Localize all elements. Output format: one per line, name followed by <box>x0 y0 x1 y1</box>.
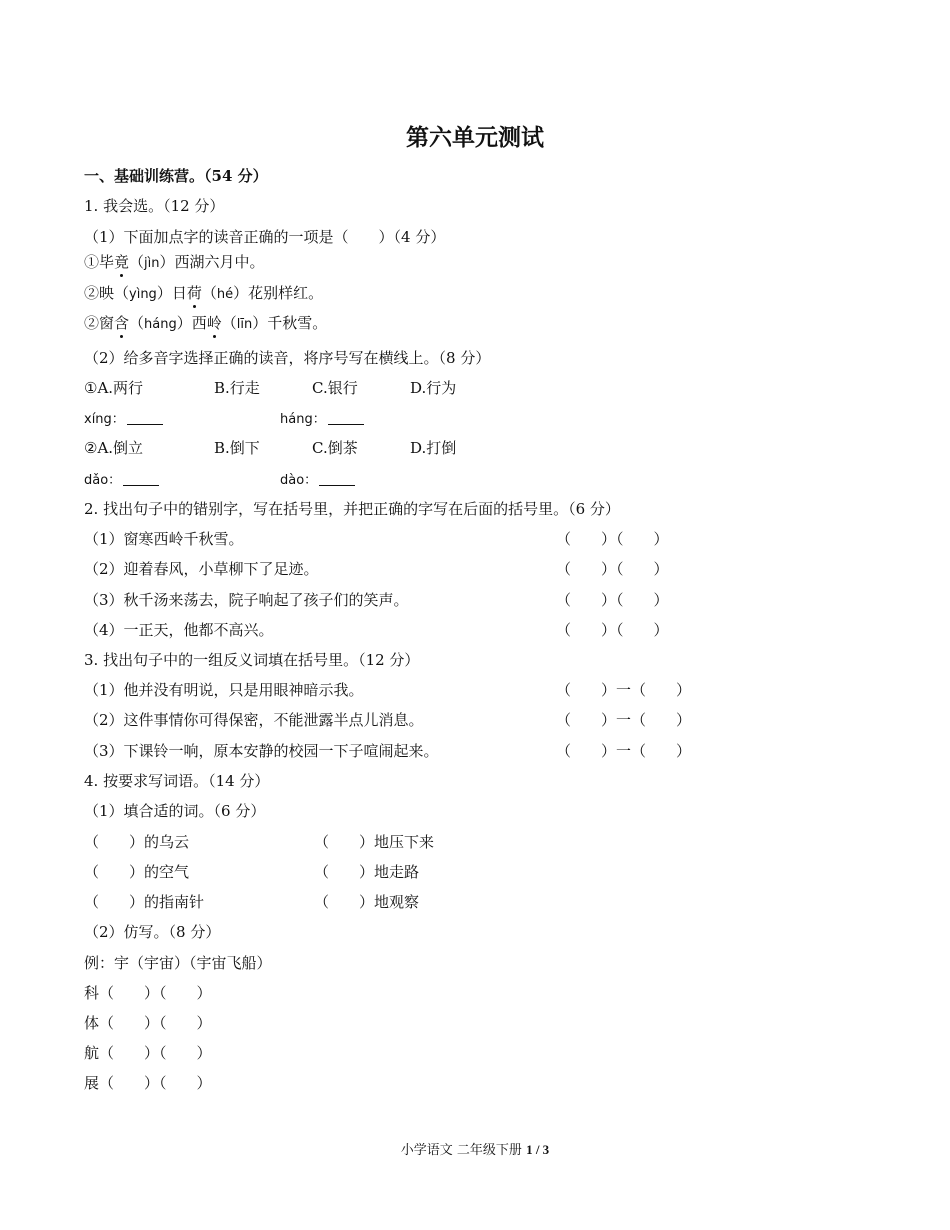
group-2-option-d: D.打倒 <box>410 439 457 457</box>
group-2-option-c: C.倒茶 <box>312 439 358 457</box>
group-2-option-b: B.倒下 <box>214 439 260 457</box>
dotted-char: 岭 <box>206 314 222 332</box>
answer-line-hang: háng： <box>280 410 364 430</box>
answer-brackets: （ ）（ ） <box>556 591 669 609</box>
question-3-heading: 3. 找出句子中的一组反义词填在括号里。（12 分） <box>84 651 420 669</box>
imitation-row: 展（ ）（ ） <box>84 1074 212 1092</box>
answer-brackets: （ ）（ ） <box>556 560 669 578</box>
group-1-option-d: D.行为 <box>410 379 457 397</box>
question-4-part-1-heading: （1）填合适的词。（6 分） <box>84 802 266 820</box>
answer-blank[interactable] <box>319 471 355 486</box>
dotted-char: 竟 <box>114 253 130 271</box>
question-3-item: （3）下课铃一响，原本安静的校园一下子喧闹起来。 <box>84 742 439 760</box>
option-3: ②窗含（háng）西岭（līn）千秋雪。 <box>84 314 328 332</box>
question-4-part-2-heading: （2）仿写。（8 分） <box>84 923 221 941</box>
page-footer: 小学语文 二年级下册 1 / 3 <box>400 1142 550 1158</box>
fill-word-item: （ ）地观察 <box>314 893 420 911</box>
answer-blank[interactable] <box>123 471 159 486</box>
question-1-heading: 1. 我会选。（12 分） <box>84 197 225 215</box>
answer-blank[interactable] <box>328 410 364 425</box>
option-1: ①毕竟（jìn）西湖六月中。 <box>84 253 265 271</box>
question-3-item: （2）这件事情你可得保密，不能泄露半点儿消息。 <box>84 711 424 729</box>
pinyin: háng <box>144 317 177 332</box>
question-2-item: （3）秋千汤来荡去，院子响起了孩子们的笑声。 <box>84 591 409 609</box>
answer-brackets: （ ）一（ ） <box>556 681 692 699</box>
section-heading: 一、基础训练营。（54 分） <box>84 167 268 185</box>
question-2-item: （4）一正天，他都不高兴。 <box>84 621 274 639</box>
fill-word-item: （ ）的空气 <box>84 863 190 881</box>
group-2-option-a: ②A.倒立 <box>84 439 144 457</box>
dotted-char: 含 <box>114 314 130 332</box>
answer-brackets: （ ）（ ） <box>556 530 669 548</box>
fill-word-item: （ ）地压下来 <box>314 833 435 851</box>
answer-blank[interactable] <box>127 410 163 425</box>
group-1-option-b: B.行走 <box>214 379 260 397</box>
imitation-row: 航（ ）（ ） <box>84 1044 212 1062</box>
pinyin: jìn <box>144 256 160 271</box>
dotted-char: 荷 <box>186 284 202 302</box>
question-2-item: （2）迎着春风，小草柳下了足迹。 <box>84 560 319 578</box>
question-1-part-1-heading: （1）下面加点字的读音正确的一项是（ ）（4 分） <box>84 228 446 246</box>
question-3-item: （1）他并没有明说，只是用眼神暗示我。 <box>84 681 364 699</box>
question-4-heading: 4. 按要求写词语。（14 分） <box>84 772 270 790</box>
answer-line-xing: xíng： <box>84 410 163 430</box>
imitation-example: 例：宇（宇宙）（宇宙飞船） <box>84 954 272 972</box>
answer-brackets: （ ）一（ ） <box>556 742 692 760</box>
question-2-item: （1）窗寒西岭千秋雪。 <box>84 530 244 548</box>
imitation-row: 体（ ）（ ） <box>84 1014 212 1032</box>
fill-word-item: （ ）的乌云 <box>84 833 190 851</box>
answer-brackets: （ ）（ ） <box>556 621 669 639</box>
fill-word-item: （ ）的指南针 <box>84 893 205 911</box>
pinyin: līn <box>236 317 253 332</box>
answer-line-dao3: dǎo： <box>84 471 159 491</box>
question-2-heading: 2. 找出句子中的错别字，写在括号里，并把正确的字写在后面的括号里。（6 分） <box>84 500 620 518</box>
page-title: 第六单元测试 <box>406 124 544 151</box>
pinyin: yìng <box>129 287 157 302</box>
answer-brackets: （ ）一（ ） <box>556 711 692 729</box>
imitation-row: 科（ ）（ ） <box>84 984 212 1002</box>
group-1-option-c: C.银行 <box>312 379 358 397</box>
answer-line-dao4: dào： <box>280 471 355 491</box>
page-number: 1 / 3 <box>526 1142 550 1157</box>
pinyin: hé <box>216 287 234 302</box>
question-1-part-2-heading: （2）给多音字选择正确的读音，将序号写在横线上。（8 分） <box>84 349 491 367</box>
group-1-option-a: ①A.两行 <box>84 379 144 397</box>
fill-word-item: （ ）地走路 <box>314 863 420 881</box>
option-2: ②映（yìng）日荷（hé）花别样红。 <box>84 284 324 302</box>
